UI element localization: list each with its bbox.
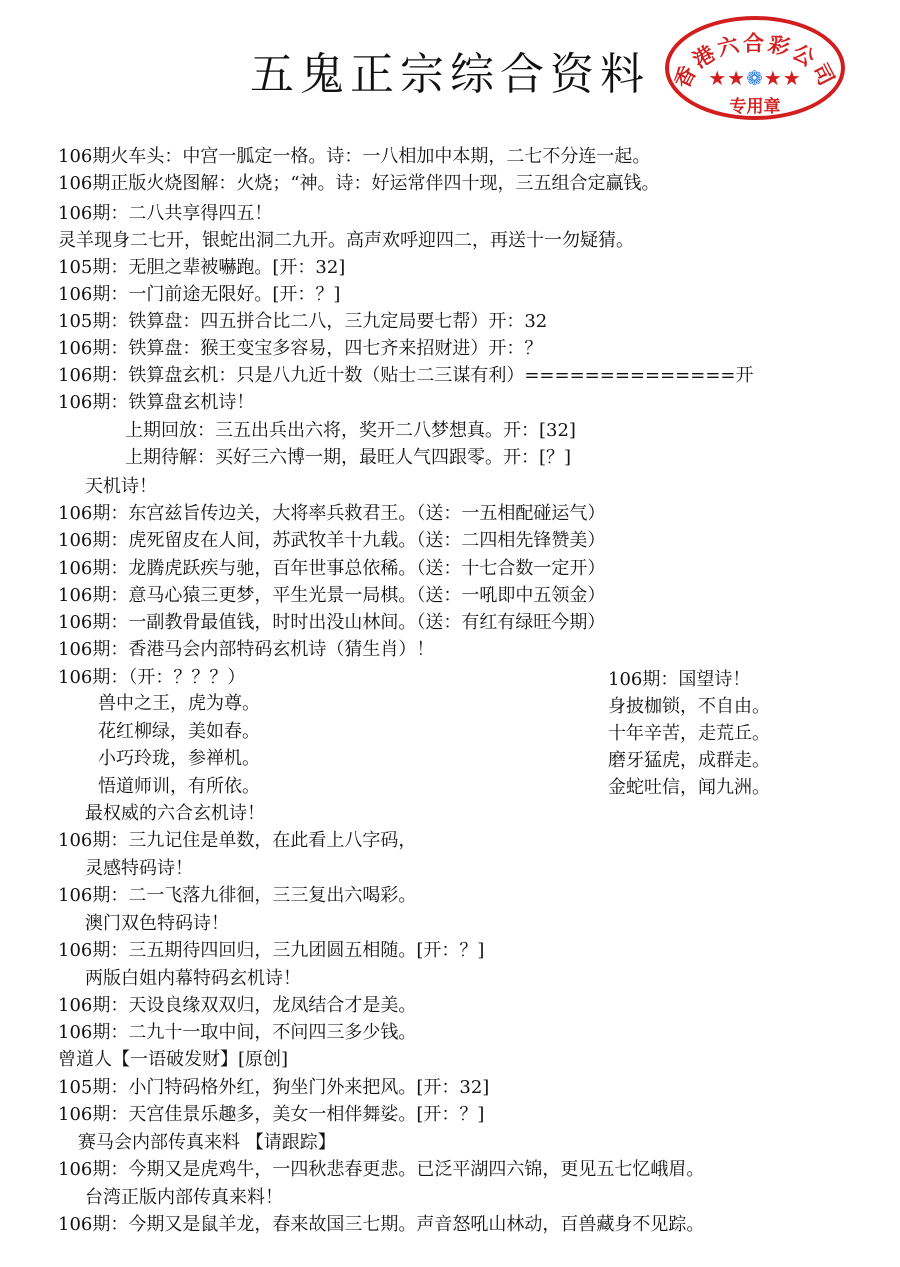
section-heading: 台湾正版内部传真来料！ [85, 1187, 283, 1208]
seal-stars: ★★❁★★ [708, 66, 802, 90]
text-line: 106期：一门前途无限好。[开：？] [58, 284, 341, 305]
section-heading: 106期：铁算盘玄机诗！ [58, 392, 255, 413]
side-poem-line: 十年辛苦，走荒丘。 [608, 723, 770, 744]
text-line: 106期：一副教骨最值钱，时时出没山林间。（送：有红有绿旺今期） [58, 612, 606, 633]
text-line: 106期：今期又是虎鸡牛，一四秋悲春更悲。已泛平湖四六锦，更见五七忆峨眉。 [58, 1159, 705, 1180]
text-line: 106期：香港马会内部特码玄机诗（猜生肖）！ [58, 639, 435, 660]
text-line: 106期：龙腾虎跃疾与驰，百年世事总依稀。（送：十七合数一定开） [58, 558, 606, 579]
text-line: 上期待解：买好三六博一期，最旺人气四跟零。开：[？] [125, 447, 572, 468]
text-line: 106期：铁算盘：猴王变宝多容易，四七齐来招财进）开：？ [58, 338, 543, 359]
section-heading: 赛马会内部传真来料 【请跟踪】 [78, 1132, 336, 1153]
text-line: 106期正版火烧图解：火烧；“神。诗：好运常伴四十现，三五组合定赢钱。 [58, 173, 660, 194]
section-heading: 两版白姐内幕特码玄机诗！ [85, 968, 301, 989]
flower-icon: ❁ [746, 66, 764, 90]
poem-line: 小巧玲珑，参禅机。 [98, 748, 260, 769]
text-line: 106期火车头：中宫一胍定一格。诗：一八相加中本期，二七不分连一起。 [58, 146, 651, 167]
company-seal-stamp [665, 16, 845, 120]
text-line: 106期：（开：？？？） [58, 667, 246, 688]
text-line: 105期：铁算盘：四五拼合比二八，三九定局要七帮）开：32 [58, 311, 548, 332]
text-line: 106期：三九记住是单数，在此看上八字码， [58, 830, 417, 851]
section-heading: 灵感特码诗！ [85, 858, 193, 879]
page-title: 五鬼正宗综合资料 [250, 49, 650, 100]
side-poem-line: 身披枷锁，不自由。 [608, 696, 770, 717]
text-line: 106期：二一飞落九徘徊，三三复出六喝彩。 [58, 885, 417, 906]
text-line: 106期：东宫兹旨传边关，大将率兵救君王。（送：一五相配碰运气） [58, 503, 606, 524]
text-line: 106期：天宫佳景乐趣多，美女一相伴舞娑。[开：？] [58, 1104, 485, 1125]
text-line: 106期：铁算盘玄机：只是八九近十数（贴士二三谋有利）==============开 [58, 365, 754, 386]
poem-line: 花红柳绿，美如春。 [98, 721, 260, 742]
text-line: 上期回放：三五出兵出六将，奖开二八梦想真。开：[32] [125, 420, 576, 441]
text-line: 106期：天设良缘双双归，龙凤结合才是美。 [58, 995, 417, 1016]
section-heading: 最权威的六合玄机诗！ [85, 803, 265, 824]
side-poem-title: 106期：国望诗！ [608, 669, 751, 690]
section-heading: 天机诗！ [85, 476, 157, 497]
text-line: 105期：无胆之辈被嚇跑。[开：32] [58, 257, 346, 278]
poem-line: 悟道师训，有所依。 [98, 776, 260, 797]
seal-bottom-text: 专用章 [729, 97, 781, 117]
text-line: 106期：虎死留皮在人间，苏武牧羊十九载。（送：二四相先锋赞美） [58, 530, 606, 551]
text-line: 106期：二八共享得四五！ [58, 203, 273, 224]
section-heading: 曾道人【一语破发财】[原创] [58, 1049, 289, 1070]
text-line: 106期：意马心猿三更梦，平生光景一局棋。（送：一吼即中五领金） [58, 585, 606, 606]
svg-text:香港六合彩公司: 香港六合彩公司 [669, 31, 841, 93]
side-poem-line: 金蛇吐信，闻九洲。 [608, 777, 770, 798]
text-line: 灵羊现身二七开，银蛇出洞二九开。高声欢呼迎四二，再送十一勿疑猜。 [58, 230, 634, 251]
text-line: 106期：三五期待四回归，三九团圆五相随。[开：？] [58, 940, 485, 961]
text-line: 106期：二九十一取中间，不问四三多少钱。 [58, 1022, 417, 1043]
side-poem-line: 磨牙猛虎，成群走。 [608, 750, 770, 771]
section-heading: 澳门双色特码诗！ [85, 913, 229, 934]
poem-line: 兽中之王，虎为尊。 [98, 693, 260, 714]
text-line: 105期：小门特码格外红，狗坐门外来把风。[开：32] [58, 1077, 490, 1098]
text-line: 106期：今期又是鼠羊龙，春来故国三七期。声音怒吼山林动，百兽藏身不见踪。 [58, 1214, 705, 1235]
